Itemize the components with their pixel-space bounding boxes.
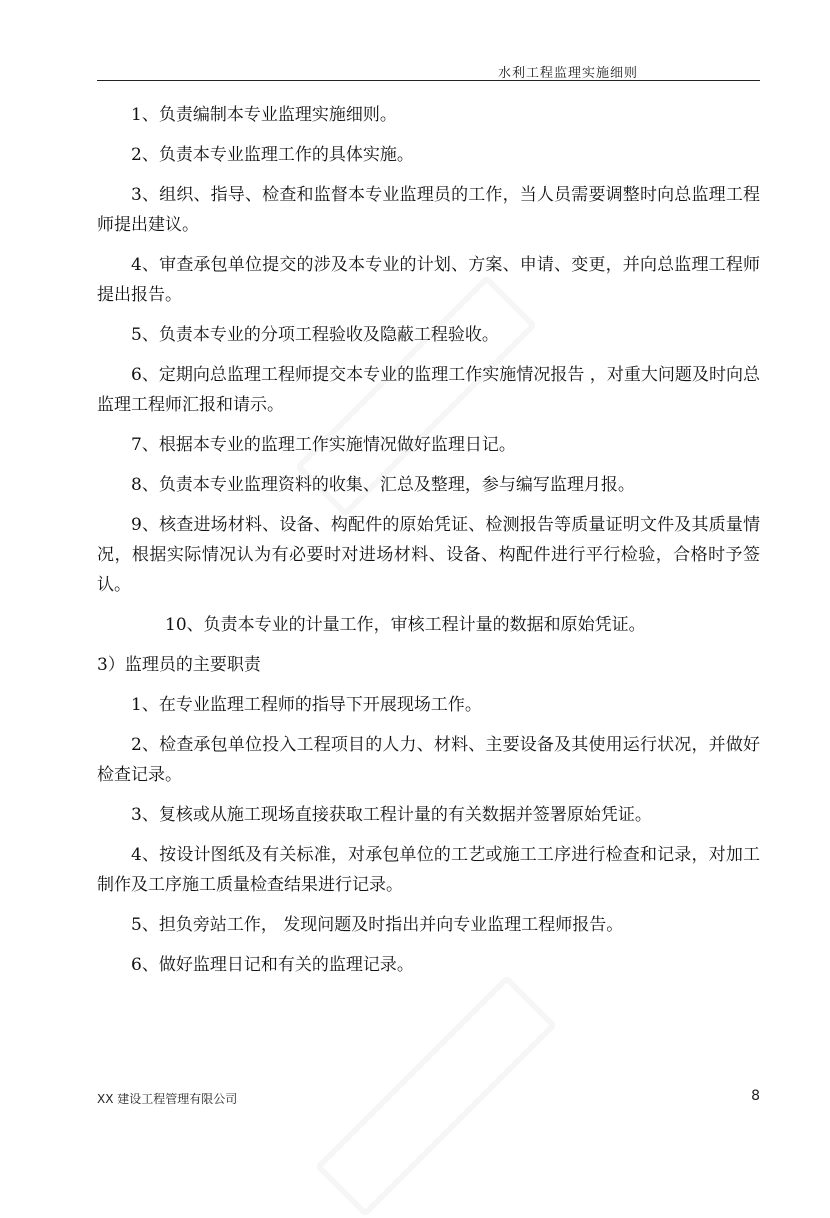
duty-paragraph: 6、做好监理日记和有关的监理记录。 — [131, 955, 414, 975]
duty-paragraph: 7、根据本专业的监理工作实施情况做好监理日记。 — [131, 435, 516, 455]
duty-paragraph: 10、负责本专业的计量工作，审核工程计量的数据和原始凭证。 — [165, 615, 646, 635]
duty-paragraph: 2、负责本专业监理工作的具体实施。 — [131, 145, 414, 165]
duty-paragraph: 4、按设计图纸及有关标准，对承包单位的工艺或施工工序进行检查和记录，对加工制作及工序施工质量检查结果进行记录。 — [97, 845, 760, 895]
section-heading: 3）监理员的主要职责 — [97, 655, 261, 675]
duty-paragraph: 2、检查承包单位投入工程项目的人力、材料、主要设备及其使用运行状况，并做好检查记录。 — [97, 735, 760, 785]
duty-paragraph: 6、定期向总监理工程师提交本专业的监理工作实施情况报告 ，对重大问题及时向总监理工程师汇报和请示。 — [97, 365, 760, 415]
duty-paragraph: 3、复核或从施工现场直接获取工程计量的有关数据并签署原始凭证。 — [131, 805, 652, 825]
header-title: 水利工程监理实施细则 — [497, 66, 638, 81]
duty-paragraph: 4、审查承包单位提交的涉及本专业的计划、方案、申请、变更，并向总监理工程师提出报告。 — [97, 255, 760, 305]
page-number: 8 — [751, 1088, 760, 1104]
document-body — [97, 100, 760, 990]
duty-paragraph: 1、负责编制本专业监理实施细则。 — [131, 105, 397, 125]
duty-paragraph: 5、负责本专业的分项工程验收及隐蔽工程验收。 — [131, 325, 499, 345]
header-rule — [97, 80, 760, 81]
duty-paragraph: 3、组织、指导、检查和监督本专业监理员的工作，当人员需要调整时向总监理工程师提出建议。 — [97, 185, 760, 235]
duty-paragraph: 1、在专业监理工程师的指导下开展现场工作。 — [131, 695, 482, 715]
footer-company: XX 建设工程管理有限公司 — [97, 1092, 238, 1106]
duty-paragraph: 5、担负旁站工作， 发现问题及时指出并向专业监理工程师报告。 — [131, 915, 624, 935]
duty-paragraph: 9、核查进场材料、设备、构配件的原始凭证、检测报告等质量证明文件及其质量情况，根据实际情况认为有必要时对进场材料、设备、构配件进行平行检验，合格时予签认。 — [97, 515, 760, 595]
watermark-mark — [314, 974, 557, 1217]
duty-paragraph: 8、负责本专业监理资料的收集、汇总及整理，参与编写监理月报。 — [131, 475, 635, 495]
